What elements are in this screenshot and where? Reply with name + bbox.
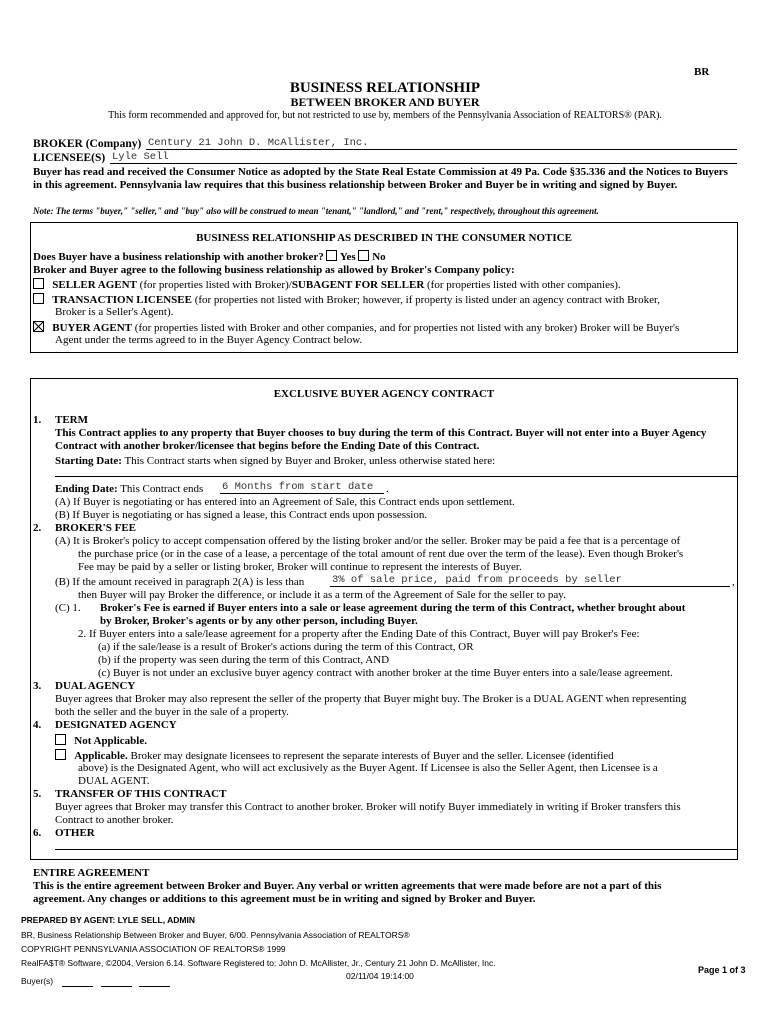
transaction-licensee-text: (for properties not listed with Broker; however, if property is listed under an agency contract with Broker, bbox=[191, 294, 660, 306]
section-5-text: Buyer agrees that Broker may transfer this Contract to another broker. Broker will notify Buyer immediately in writing if Broker transfers this bbox=[55, 801, 681, 813]
footer-date: 02/11/04 19:14:00 bbox=[346, 971, 414, 981]
section-5-number: 5. bbox=[33, 788, 42, 800]
fee-comma: , bbox=[732, 576, 735, 588]
section-6-title: OTHER bbox=[55, 827, 95, 839]
section-1-a: (A) If Buyer is negotiating or has entered into an Agreement of Sale, this Contract ends upon settlement. bbox=[55, 496, 515, 508]
section-2-b-2: then Buyer will pay Broker the difference, or include it as a term of the Agreement of Sale for the seller to pay. bbox=[78, 589, 566, 601]
page-title: BUSINESS RELATIONSHIP bbox=[289, 80, 481, 96]
starting-date-label: Starting Date: bbox=[55, 455, 122, 467]
approval-note: This form recommended and approved for, but not restricted to use by, members of the Pennsylvania Association of REALTORS® (PAR). bbox=[108, 110, 662, 121]
other-broker-question: Does Buyer have a business relationship with another broker? bbox=[33, 251, 324, 263]
section-1-text: This Contract applies to any property that Buyer chooses to buy during the term of this Contract. Buyer will not enter into a Buyer Agency Contract with another broker/licensee that begins before the Ending Date of this Contract. bbox=[55, 427, 707, 452]
starting-date-text: This Contract starts when signed by Buyer and Broker, unless otherwise stated here: bbox=[121, 455, 496, 467]
ending-date-field[interactable]: 6 Months from start date bbox=[222, 481, 374, 493]
section-2-a-3: Fee may be paid by a seller or listing broker, Broker will continue to represent the interests of Buyer. bbox=[78, 561, 522, 573]
section-2-c-2: 2. If Buyer enters into a sale/lease agreement for a property after the Ending Date of this Contract, Buyer will pay Broker's Fee: bbox=[78, 628, 640, 640]
section-3-text: Buyer agrees that Broker may also represent the seller of the property that Buyer might buy. The Broker is a DUAL AGENT when representing bbox=[55, 693, 687, 705]
section-6-number: 6. bbox=[33, 827, 42, 839]
buyer-agent-title: BUYER AGENT bbox=[52, 322, 133, 334]
entire-agreement-text: This is the entire agreement between Broker and Buyer. Any verbal or written agreements that were made before are not a part of this bbox=[33, 880, 662, 892]
other-field[interactable] bbox=[55, 849, 737, 850]
footer-line-1: BR, Business Relationship Between Broker and Buyer, 6/00. Pennsylvania Association of REALTORS® bbox=[21, 930, 410, 940]
seller-agent-checkbox[interactable] bbox=[33, 278, 44, 289]
yes-checkbox[interactable] bbox=[326, 250, 337, 261]
section-1-number: 1. bbox=[33, 414, 42, 426]
seller-agent-title: SELLER AGENT bbox=[52, 279, 137, 291]
section-3-text-2: both the seller and the buyer in the sale of a property. bbox=[55, 706, 289, 718]
section-2-title: BROKER'S FEE bbox=[55, 522, 136, 534]
section-5-text-2: Contract to another broker. bbox=[55, 814, 174, 826]
section-2-c-label: (C) 1. bbox=[55, 602, 81, 614]
consumer-notice-heading: BUSINESS RELATIONSHIP AS DESCRIBED IN THE CONSUMER NOTICE bbox=[196, 232, 572, 244]
transaction-licensee-title: TRANSACTION LICENSEE bbox=[52, 294, 192, 306]
page-number: Page 1 of 3 bbox=[698, 965, 746, 975]
buyer-agent-text: (for properties listed with Broker and other companies, and for properties not listed with any broker) Broker will be Buyer's bbox=[132, 322, 680, 334]
section-2-c-2b: (b) if the property was seen during the term of this Contract, AND bbox=[98, 654, 390, 666]
broker-field[interactable]: Century 21 John D. McAllister, Inc. bbox=[148, 137, 369, 149]
page-subtitle: BETWEEN BROKER AND BUYER bbox=[290, 95, 480, 109]
broker-label: BROKER (Company) bbox=[33, 138, 142, 150]
terms-note: Note: The terms "buyer," "seller," and "buy" also will be construed to mean "tenant," "landlord," and "rent," respectively, throughout this agreement. bbox=[33, 206, 599, 216]
entire-agreement-title: ENTIRE AGREEMENT bbox=[33, 867, 150, 879]
applicable-text-2: above) is the Designated Agent, who will act exclusively as the Buyer Agent. If Licensee is also the Seller Agent, then Licensee is a bbox=[78, 762, 658, 774]
not-applicable-checkbox[interactable] bbox=[55, 734, 66, 745]
applicable-checkbox[interactable] bbox=[55, 749, 66, 760]
entire-agreement-text-2: agreement. Any changes or additions to this agreement must be in writing and signed by Broker and Buyer. bbox=[33, 893, 536, 905]
applicable-label: Applicable. bbox=[74, 750, 128, 762]
section-2-c-2c: (c) Buyer is not under an exclusive buyer agency contract with another broker at the time Buyer enters into a sale/lease agreement. bbox=[98, 667, 673, 679]
buyer-initial-field-3[interactable] bbox=[139, 986, 170, 987]
buyer-agent-text-2: Agent under the terms agreed to in the Buyer Agency Contract below. bbox=[55, 334, 363, 346]
section-2-c-1: Broker's Fee is earned if Buyer enters into a sale or lease agreement during the term of this Contract, whether brought about bbox=[100, 602, 686, 614]
applicable-text-3: DUAL AGENT. bbox=[78, 775, 150, 787]
footer-line-2: COPYRIGHT PENNSYLVANIA ASSOCIATION OF REALTORS® 1999 bbox=[21, 944, 286, 954]
transaction-licensee-text-2: Broker is a Seller's Agent). bbox=[55, 306, 174, 318]
applicable-text: Broker may designate licensees to represent the separate interests of Buyer and the seller. Licensee (identified bbox=[127, 750, 614, 762]
transaction-licensee-checkbox[interactable] bbox=[33, 293, 44, 304]
ending-date-period: . bbox=[386, 483, 389, 495]
section-4-number: 4. bbox=[33, 719, 42, 731]
buyer-agent-checkbox[interactable] bbox=[33, 321, 44, 332]
yes-label: Yes bbox=[339, 251, 356, 263]
section-2-a-2: the purchase price (or in the case of a lease, a percentage of the total amount of rent due over the term of the lease). Even though Broker's bbox=[78, 548, 684, 560]
section-4-title: DESIGNATED AGENCY bbox=[55, 719, 177, 731]
contract-heading: EXCLUSIVE BUYER AGENCY CONTRACT bbox=[273, 388, 495, 400]
subagent-title: SUBAGENT FOR SELLER bbox=[291, 279, 425, 291]
no-label: No bbox=[372, 251, 386, 263]
section-2-c-1b: by Broker, Broker's agents or by any other person, including Buyer. bbox=[100, 615, 418, 627]
licensee-field[interactable]: Lyle Sell bbox=[112, 151, 169, 163]
section-2-c-2a: (a) if the sale/lease is a result of Broker's actions during the term of this Contract, OR bbox=[98, 641, 474, 653]
ending-date-text: This Contract ends bbox=[117, 483, 204, 495]
section-3-number: 3. bbox=[33, 680, 42, 692]
section-3-title: DUAL AGENCY bbox=[55, 680, 136, 692]
buyer-initial-field-1[interactable] bbox=[62, 986, 93, 987]
no-checkbox[interactable] bbox=[358, 250, 369, 261]
buyers-initials-label: Buyer(s) bbox=[21, 976, 54, 986]
fee-field[interactable]: 3% of sale price, paid from proceeds by seller bbox=[332, 574, 622, 586]
prepared-by: PREPARED BY AGENT: LYLE SELL, ADMIN bbox=[21, 915, 195, 925]
form-code: BR bbox=[694, 66, 710, 78]
section-1-title: TERM bbox=[55, 414, 88, 426]
section-2-a: (A) It is Broker's policy to accept compensation offered by the listing broker and/or the seller. Broker may be paid a fee that is a percentage of bbox=[55, 535, 681, 547]
section-1-b: (B) If Buyer is negotiating or has signed a lease, this Contract ends upon possession. bbox=[55, 509, 428, 521]
section-2-b: (B) If the amount received in paragraph 2(A) is less than bbox=[55, 576, 305, 588]
starting-date-field[interactable] bbox=[55, 476, 737, 477]
section-2-number: 2. bbox=[33, 522, 42, 534]
relationship-agree: Broker and Buyer agree to the following business relationship as allowed by Broker's Company policy: bbox=[33, 264, 515, 276]
seller-agent-tail: (for properties listed with other companies). bbox=[424, 279, 621, 291]
intro-paragraph: Buyer has read and received the Consumer Notice as adopted by the State Real Estate Commission at 49 Pa. Code §35.336 and the Notices to Buyers in this agreement. Pennsylvania law requires that this business relationship between Broker and Buyer be in writing and signed by Buyer. bbox=[33, 166, 728, 191]
buyer-initial-field-2[interactable] bbox=[101, 986, 132, 987]
licensee-label: LICENSEE(S) bbox=[33, 152, 106, 164]
section-5-title: TRANSFER OF THIS CONTRACT bbox=[55, 788, 227, 800]
footer-line-3: RealFA$T® Software, ©2004, Version 6.14. Software Registered to: John D. McAllister, Jr., Century 21 John D. McAllister, Inc. bbox=[21, 958, 496, 968]
seller-agent-mid: (for properties listed with Broker)/ bbox=[136, 279, 292, 291]
not-applicable-label: Not Applicable. bbox=[74, 735, 147, 747]
ending-date-label: Ending Date: bbox=[55, 483, 118, 495]
